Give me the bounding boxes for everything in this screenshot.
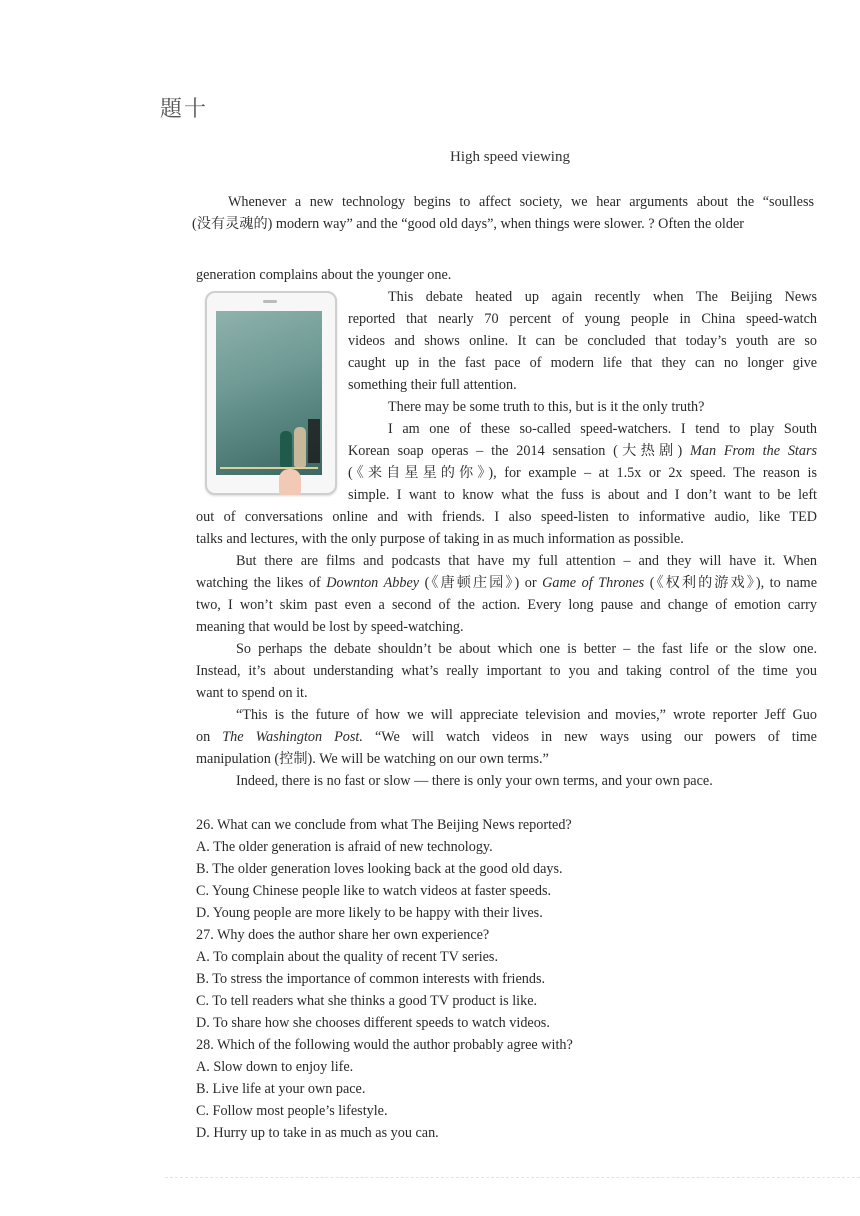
p6-line-2: Instead, it’s about understanding what’s really important to you and taking control of the time you	[196, 663, 817, 679]
page-title: High speed viewing	[450, 149, 570, 165]
question-26: 26. What can we conclude from what The Beijing News reported?	[196, 817, 572, 833]
page-divider	[165, 1177, 860, 1178]
p5-line-3: two, I won’t skim past even a second of the action. Every long pause and change of emotion carry	[196, 597, 817, 613]
person-figure	[280, 431, 292, 467]
p2-line-5: something their full attention.	[348, 377, 517, 393]
p2-line-4: caught up in the fast pace of modern life that they can no longer give	[348, 355, 817, 371]
p2-line-1: This debate heated up again recently when The Beijing News	[388, 289, 817, 305]
p4-line-3: (《来自星星的你》), for example – at 1.5x or 2x speed. The reason is	[348, 465, 817, 481]
p3-line: There may be some truth to this, but is it the only truth?	[388, 399, 705, 415]
option-28c: C. Follow most people’s lifestyle.	[196, 1103, 388, 1119]
p1-line-2: (没有灵魂的) modern way” and the “good old days”, when things were slower. ? Often the older	[192, 216, 744, 232]
speed-menu-overlay	[308, 419, 320, 463]
p5-line-1: But there are films and podcasts that have my full attention – and they will have it. When	[236, 553, 817, 569]
p4-line-2-text: Korean soap operas – the 2014 sensation (大热剧)	[348, 443, 691, 459]
person-figure	[294, 427, 306, 467]
question-27: 27. Why does the author share her own experience?	[196, 927, 490, 943]
p2-line-2: reported that nearly 70 percent of young people in China speed-watch	[348, 311, 817, 327]
corner-mark: 題十	[160, 96, 209, 121]
p1-line-3: generation complains about the younger one.	[196, 267, 452, 283]
p4-line-6: talks and lectures, with the only purpose of taking in as much information as possible.	[196, 531, 684, 547]
tablet-illustration	[205, 291, 337, 495]
drama-title: Man From the Stars	[690, 443, 817, 459]
p6-line-3: want to spend on it.	[196, 685, 308, 701]
option-27b: B. To stress the importance of common interests with friends.	[196, 971, 546, 987]
p5-line-2	[196, 572, 817, 594]
p5-line-2-text: watching the likes of	[196, 575, 327, 591]
option-27a: A. To complain about the quality of recent TV series.	[196, 949, 498, 965]
option-26a: A. The older generation is afraid of new technology.	[196, 839, 493, 855]
option-27c: C. To tell readers what she thinks a good TV product is like.	[196, 993, 538, 1009]
option-26b: B. The older generation loves looking back at the good old days.	[196, 861, 563, 877]
p7-line-2	[196, 726, 817, 748]
p5-line-2-text: (《权利的游戏》), to name	[644, 575, 818, 591]
tablet-screen	[216, 311, 322, 475]
drama-title: Game of Thrones	[542, 575, 645, 591]
p4-line-2	[348, 440, 817, 462]
p8-line: Indeed, there is no fast or slow — there is only your own terms, and your own pace.	[236, 773, 713, 789]
p4-line-1: I am one of these so-called speed-watchers. I tend to play South	[388, 421, 817, 437]
newspaper-name: The Washington Post.	[222, 729, 363, 745]
option-26d: D. Young people are more likely to be happy with their lives.	[196, 905, 543, 921]
p5-line-4: meaning that would be lost by speed-watching.	[196, 619, 464, 635]
p6-line-1: So perhaps the debate shouldn’t be about which one is better – the fast life or the slow one.	[236, 641, 817, 657]
p2-line-3: videos and shows online. It can be concluded that today’s youth are so	[348, 333, 817, 349]
option-28b: B. Live life at your own pace.	[196, 1081, 366, 1097]
option-26c: C. Young Chinese people like to watch videos at faster speeds.	[196, 883, 552, 899]
finger-icon	[279, 469, 301, 495]
p1-line-1: Whenever a new technology begins to affect society, we hear arguments about the “soulless	[228, 194, 814, 210]
p7-line-2-text: on	[196, 729, 223, 745]
drama-title: Downton Abbey	[326, 575, 420, 591]
tablet-camera	[263, 300, 277, 303]
p7-line-3: manipulation (控制). We will be watching on our own terms.”	[196, 751, 549, 767]
p5-line-2-text: (《唐顿庄园》) or	[419, 575, 543, 591]
p4-line-5: out of conversations online and with friends. I also speed-listen to informative audio, like TED	[196, 509, 817, 525]
p7-line-1: “This is the future of how we will appreciate television and movies,” wrote reporter Jeff Guo	[236, 707, 817, 723]
option-27d: D. To share how she chooses different speeds to watch videos.	[196, 1015, 550, 1031]
video-progress-bar	[220, 467, 318, 469]
option-28d: D. Hurry up to take in as much as you can.	[196, 1125, 439, 1141]
option-28a: A. Slow down to enjoy life.	[196, 1059, 354, 1075]
p4-line-4: simple. I want to know what the fuss is about and I don’t want to be left	[348, 487, 817, 503]
p7-line-2-text: “We will watch videos in new ways using our powers of time	[362, 729, 817, 745]
question-28: 28. Which of the following would the author probably agree with?	[196, 1037, 573, 1053]
